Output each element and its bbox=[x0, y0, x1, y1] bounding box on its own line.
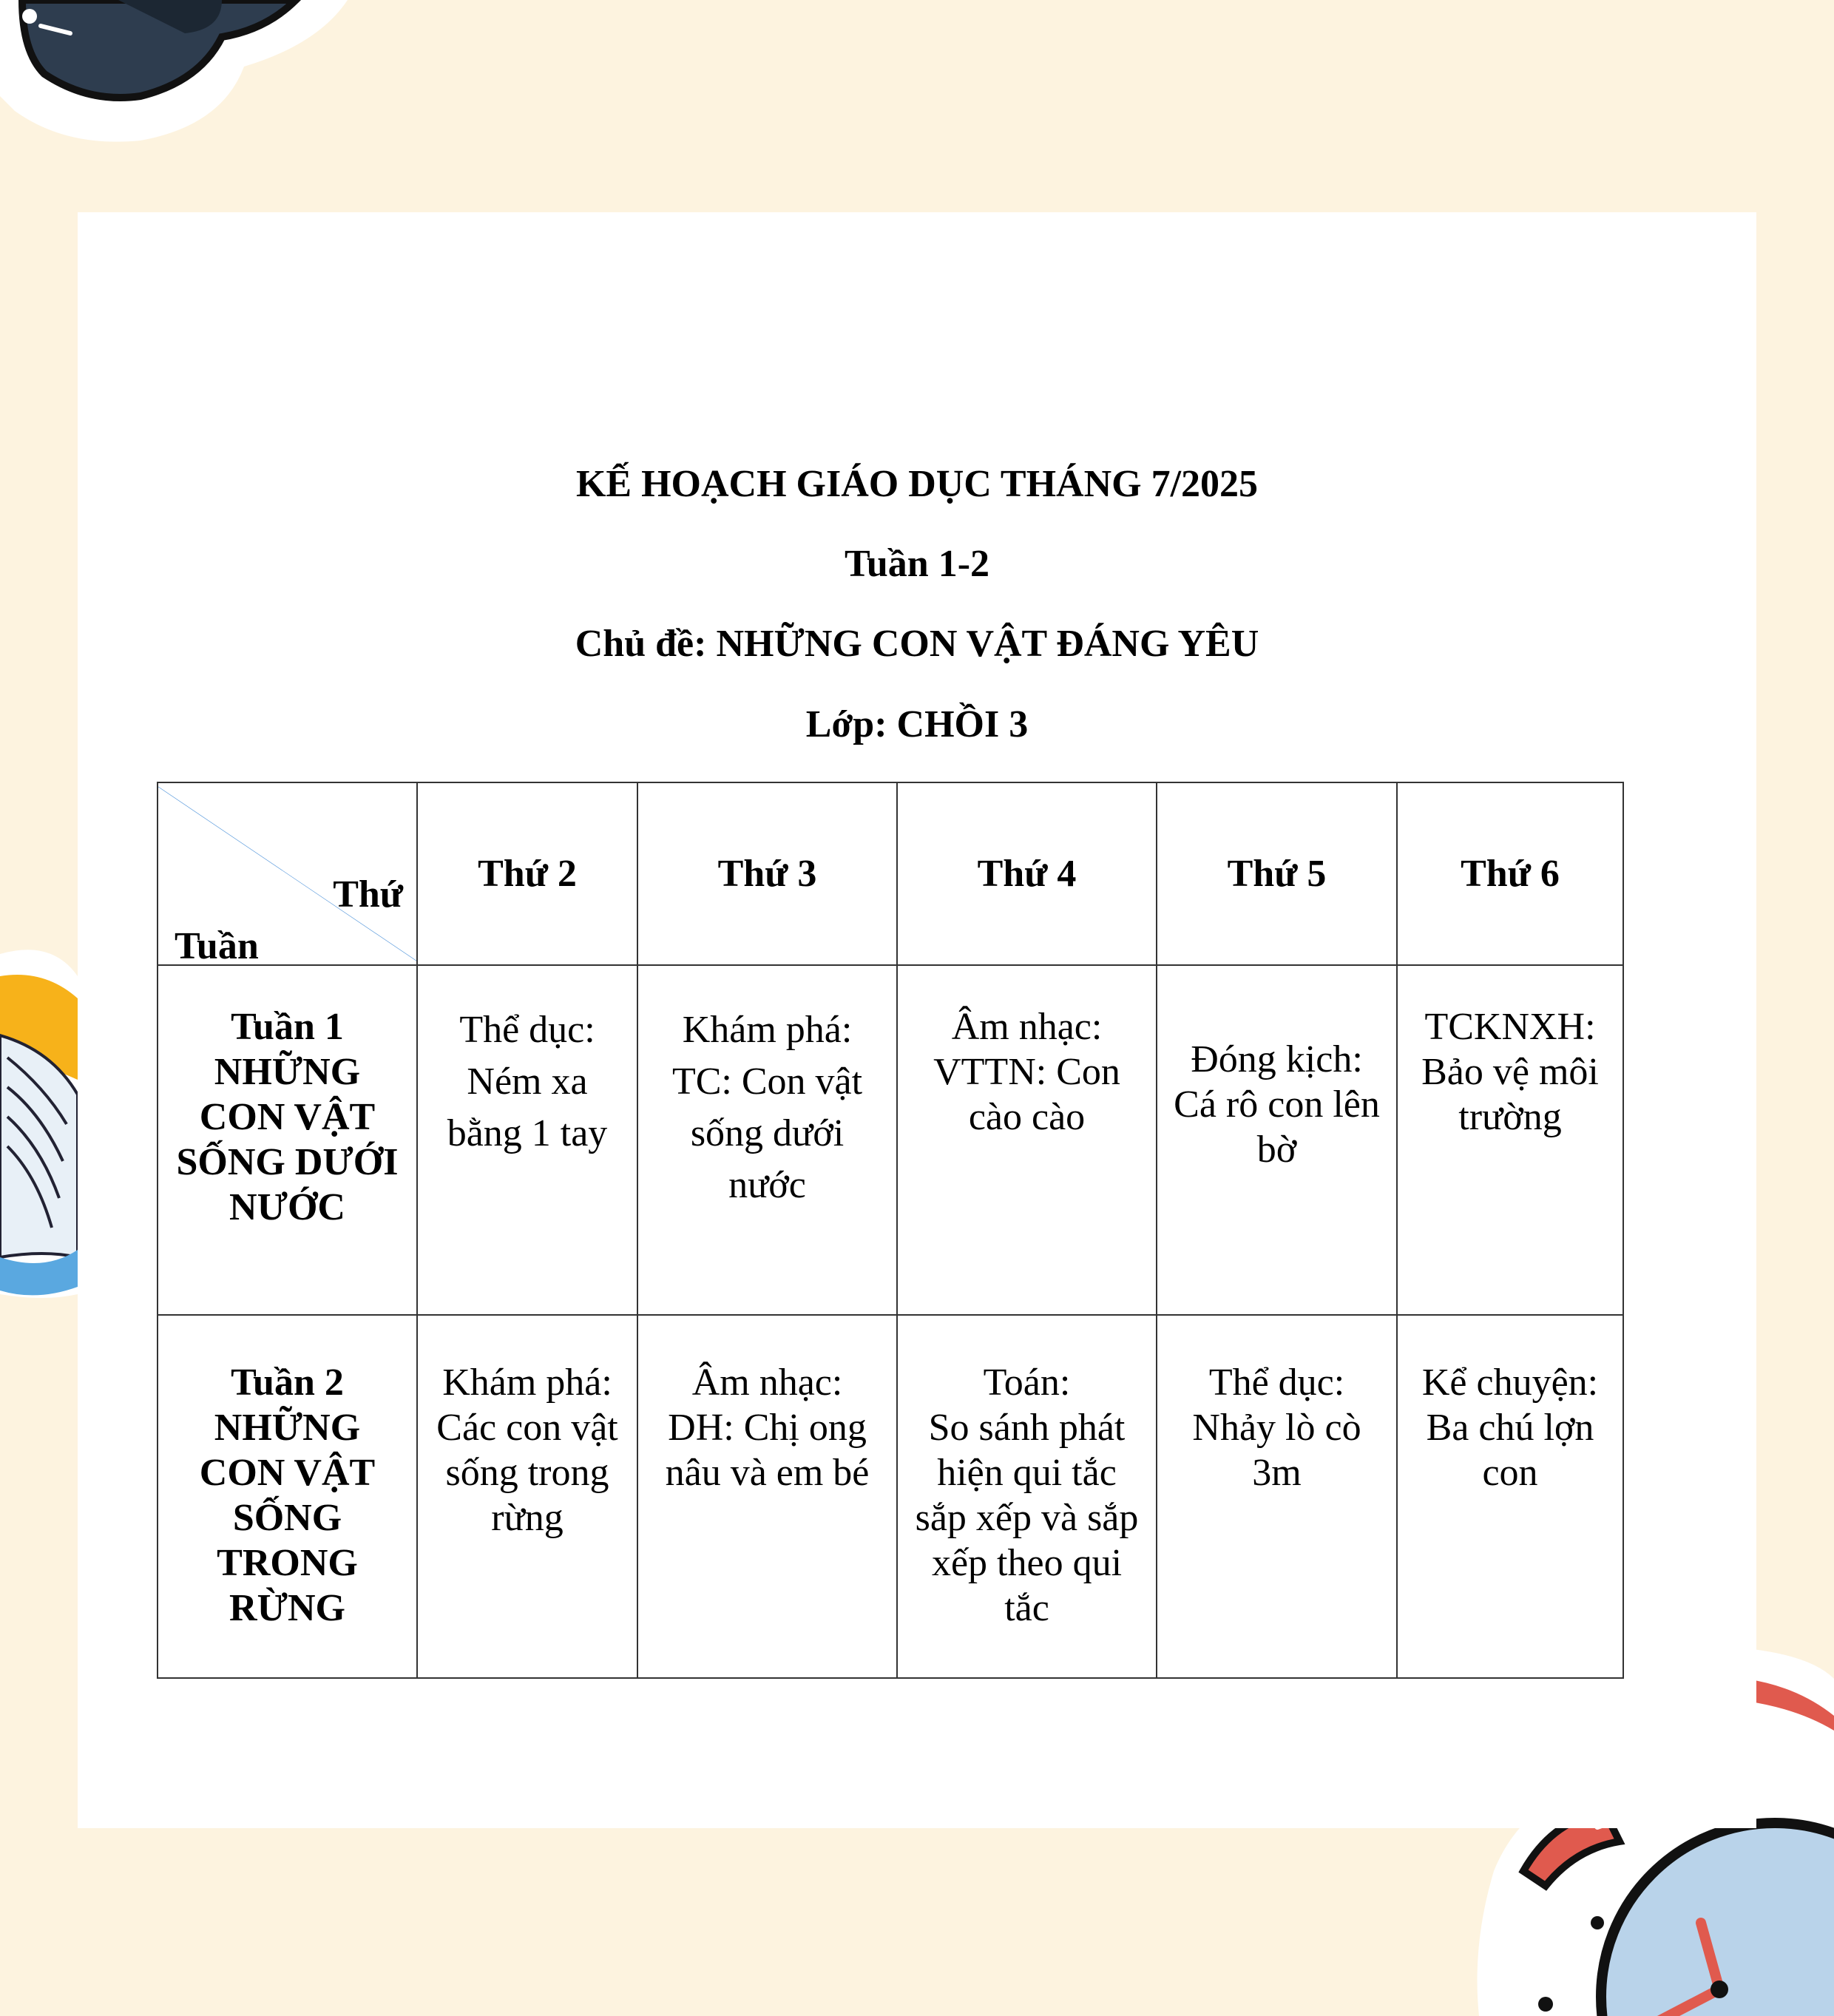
activity-line: xếp theo qui bbox=[931, 1542, 1123, 1584]
activity-line: Đóng kịch: bbox=[1191, 1038, 1363, 1080]
activity-cell bbox=[1397, 965, 1623, 1315]
activity-line: Ném xa bbox=[467, 1061, 588, 1103]
activity-line: TC: Con vật bbox=[671, 1061, 863, 1103]
activity-line: Toán: bbox=[983, 1362, 1071, 1404]
column-header: Thứ 3 bbox=[637, 782, 897, 965]
corner-cell bbox=[158, 782, 417, 965]
open-book-sticker-icon bbox=[0, 947, 81, 1302]
activity-cell bbox=[637, 965, 897, 1315]
activity-line: sắp xếp và sắp bbox=[915, 1497, 1139, 1539]
activity-line: Ba chú lợn bbox=[1426, 1407, 1594, 1449]
table-row bbox=[158, 1315, 1623, 1678]
activity-line: Cá rô con lên bbox=[1174, 1083, 1380, 1126]
activity-line: rừng bbox=[491, 1497, 564, 1539]
corner-week-label: Tuần bbox=[175, 925, 259, 967]
week-theme-line: NHỮNG bbox=[214, 1051, 361, 1093]
week-range: Tuần 1-2 bbox=[844, 543, 990, 585]
activity-line: Thể dục: bbox=[459, 1009, 595, 1051]
week-theme-line: NƯỚC bbox=[229, 1186, 345, 1228]
activity-line: Nhảy lò cò bbox=[1192, 1407, 1361, 1449]
activity-line: Kể chuyện: bbox=[1421, 1362, 1599, 1404]
week-cell bbox=[158, 965, 417, 1315]
table-header-row bbox=[158, 782, 1623, 965]
week-label: Tuần 2 bbox=[231, 1362, 344, 1404]
activity-cell bbox=[897, 965, 1157, 1315]
activity-line: Các con vật bbox=[436, 1407, 618, 1449]
week-theme-line: CON VẬT bbox=[199, 1452, 376, 1494]
column-header: Thứ 5 bbox=[1157, 782, 1397, 965]
activity-line: So sánh phát bbox=[928, 1407, 1126, 1449]
corner-day-label: Thứ bbox=[333, 873, 403, 916]
week-theme-line: SỐNG DƯỚI bbox=[176, 1141, 399, 1183]
activity-line: con bbox=[1482, 1452, 1538, 1494]
activity-cell bbox=[1157, 1315, 1397, 1678]
activity-line: Âm nhạc: bbox=[951, 1006, 1103, 1048]
table-row bbox=[158, 965, 1623, 1315]
activity-cell bbox=[897, 1315, 1157, 1678]
activity-line: sống dưới bbox=[690, 1112, 845, 1154]
activity-cell bbox=[637, 1315, 897, 1678]
activity-line: Âm nhạc: bbox=[691, 1362, 843, 1404]
activity-line: TCKNXH: bbox=[1424, 1006, 1596, 1048]
week-theme-line: SỐNG bbox=[232, 1497, 342, 1539]
activity-cell bbox=[417, 1315, 637, 1678]
page-title: KẾ HOẠCH GIÁO DỤC THÁNG 7/2025 bbox=[575, 463, 1259, 505]
schedule-table bbox=[157, 782, 1624, 1679]
activity-line: hiện qui tắc bbox=[937, 1452, 1117, 1494]
glasses-sticker-icon bbox=[0, 0, 355, 148]
activity-line: VTTN: Con bbox=[933, 1051, 1120, 1093]
activity-line: bằng 1 tay bbox=[447, 1112, 608, 1154]
activity-line: DH: Chị ong bbox=[668, 1407, 867, 1449]
column-header: Thứ 4 bbox=[897, 782, 1157, 965]
activity-line: tắc bbox=[1004, 1587, 1049, 1629]
week-theme-line: CON VẬT bbox=[199, 1096, 376, 1138]
week-cell bbox=[158, 1315, 417, 1678]
activity-line: Khám phá: bbox=[682, 1009, 853, 1051]
activity-line: Thể dục: bbox=[1208, 1362, 1345, 1404]
activity-line: sống trong bbox=[445, 1452, 609, 1494]
activity-line: Bảo vệ môi bbox=[1421, 1051, 1599, 1093]
activity-line: nước bbox=[728, 1164, 806, 1206]
column-header: Thứ 2 bbox=[417, 782, 637, 965]
activity-line: trường bbox=[1458, 1096, 1562, 1138]
topic-line: Chủ đề: NHỮNG CON VẬT ĐÁNG YÊU bbox=[575, 623, 1259, 665]
document-page bbox=[78, 212, 1756, 1828]
activity-line: bờ bbox=[1256, 1129, 1297, 1171]
week-label: Tuần 1 bbox=[231, 1006, 344, 1048]
activity-line: 3m bbox=[1252, 1452, 1302, 1494]
class-line: Lớp: CHỒI 3 bbox=[805, 703, 1029, 745]
activity-line: nâu và em bé bbox=[665, 1452, 870, 1494]
week-theme-line: TRONG bbox=[217, 1542, 358, 1584]
activity-line: cào cào bbox=[968, 1096, 1086, 1138]
activity-cell bbox=[1157, 965, 1397, 1315]
week-theme-line: NHỮNG bbox=[214, 1407, 361, 1449]
week-theme-line: RỪNG bbox=[229, 1587, 345, 1629]
column-header: Thứ 6 bbox=[1397, 782, 1623, 965]
activity-cell bbox=[417, 965, 637, 1315]
activity-line: Khám phá: bbox=[442, 1362, 612, 1404]
activity-cell bbox=[1397, 1315, 1623, 1678]
